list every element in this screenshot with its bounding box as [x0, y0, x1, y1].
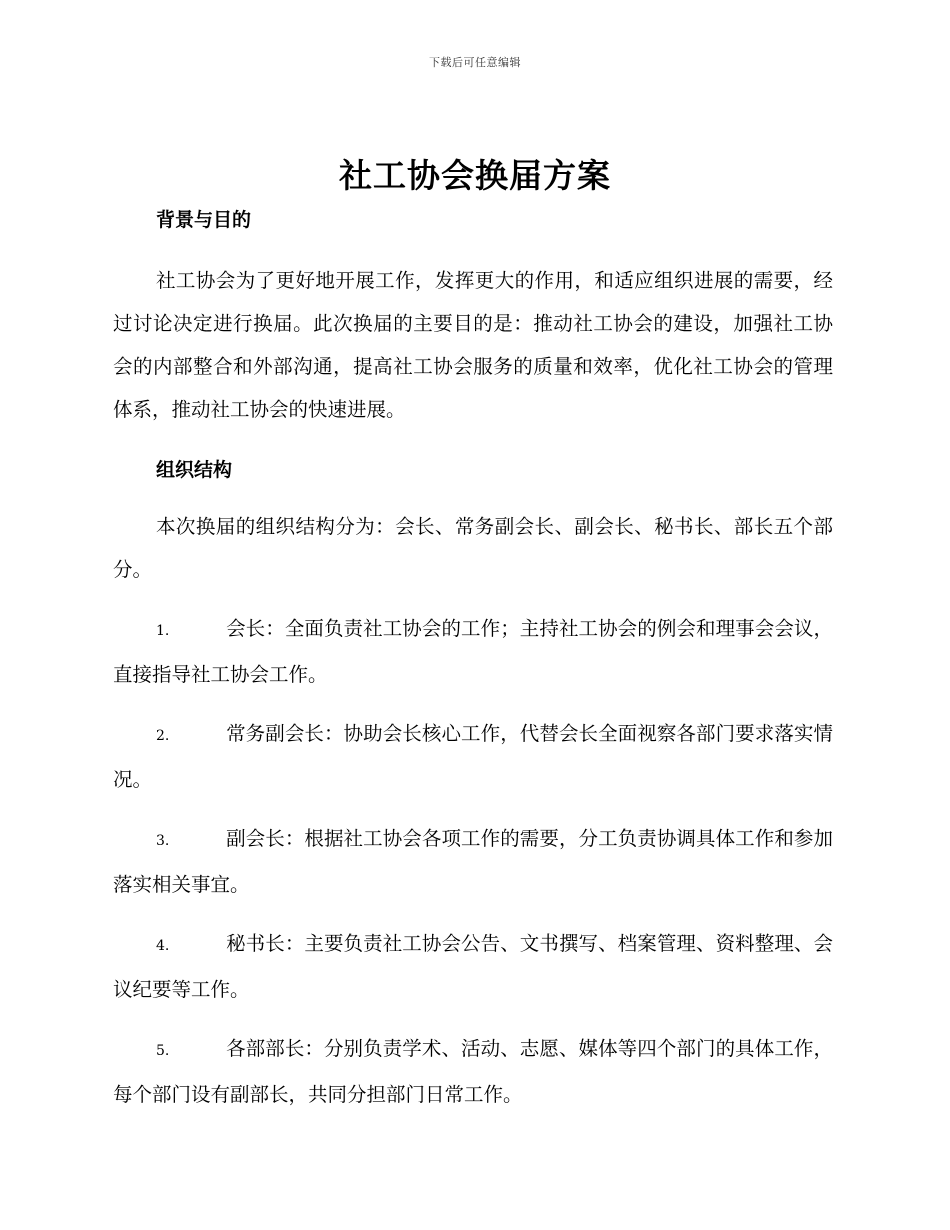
list-number: 3. — [156, 833, 170, 849]
header-note: 下载后可任意编辑 — [429, 56, 521, 69]
list-item-secretary-general — [113, 922, 833, 1011]
list-item-text: 秘书长：主要负责社工协会公告、文书撰写、档案管理、资料整理、会议纪要等工作。 — [113, 932, 833, 1001]
list-item-executive-vice-president — [113, 712, 833, 801]
list-number: 2. — [156, 728, 170, 744]
list-item-department-heads — [113, 1027, 833, 1116]
list-item-text: 各部部长：分别负责学术、活动、志愿、媒体等四个部门的具体工作，每个部门设有副部长，共同分担部门日常工作。 — [113, 1037, 833, 1106]
list-item-text: 会长：全面负责社工协会的工作；主持社工协会的例会和理事会会议，直接指导社工协会工作。 — [113, 617, 833, 686]
list-item-text: 常务副会长：协助会长核心工作，代替会长全面视察各部门要求落实情况。 — [113, 722, 833, 791]
document-body — [113, 205, 833, 1116]
section-heading-structure: 组织结构 — [156, 459, 233, 481]
list-number: 5. — [156, 1043, 170, 1059]
list-item-vice-president — [113, 817, 833, 906]
list-item-president — [113, 607, 833, 696]
list-number: 4. — [156, 938, 170, 954]
list-number: 1. — [156, 623, 170, 639]
paragraph-background: 社工协会为了更好地开展工作，发挥更大的作用，和适应组织进展的需要，经过讨论决定进行换届。此次换届的主要目的是：推动社工协会的建设，加强社工协会的内部整合和外部沟通，提高社工协会服务的质量和效率，优化社工协会的管理体系，推动社工协会的快速进展。 — [113, 269, 833, 421]
list-item-text: 副会长：根据社工协会各项工作的需要，分工负责协调具体工作和参加落实相关事宜。 — [113, 827, 833, 896]
paragraph-structure: 本次换届的组织结构分为：会长、常务副会长、副会长、秘书长、部长五个部分。 — [113, 515, 833, 581]
document-title: 社工协会换届方案 — [339, 156, 611, 195]
section-heading-background: 背景与目的 — [156, 209, 252, 231]
